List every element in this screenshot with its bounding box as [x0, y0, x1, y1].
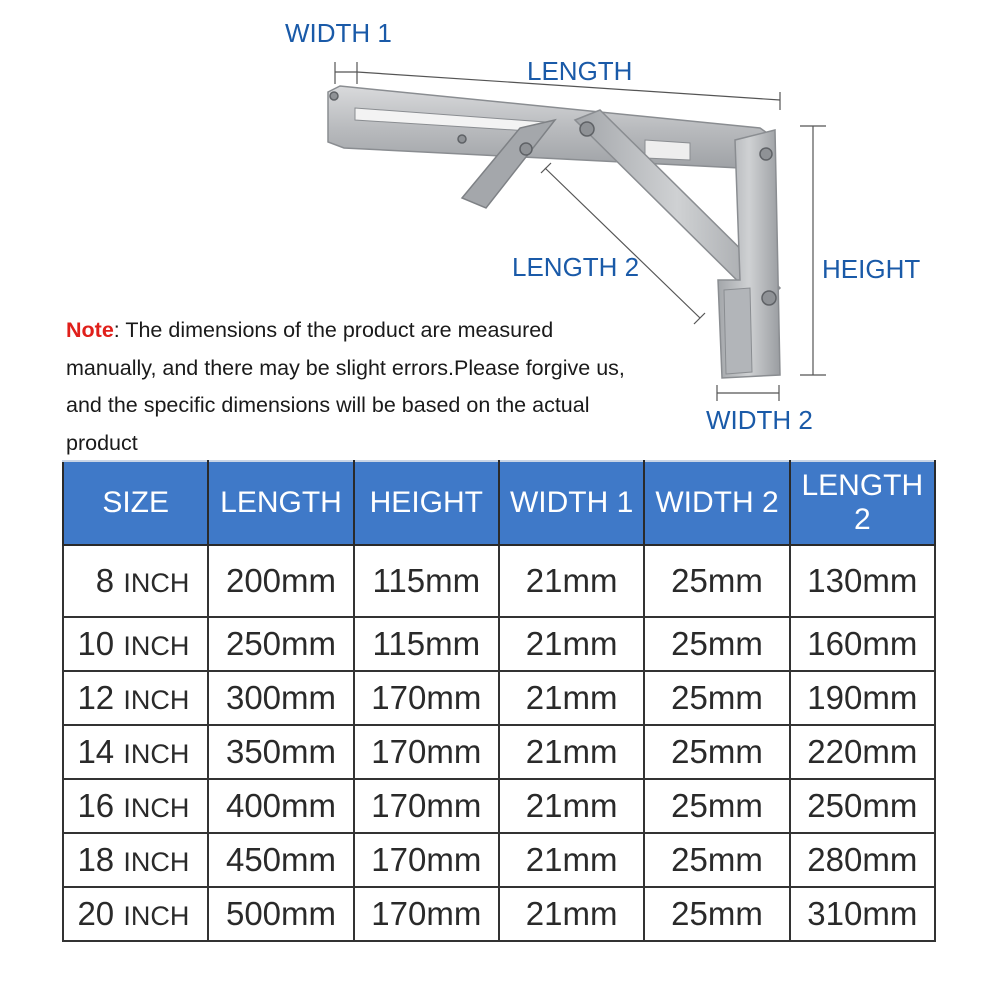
- size-cell: 20 INCH: [63, 887, 208, 941]
- height-cell: 170mm: [354, 833, 499, 887]
- table-row: [63, 725, 935, 779]
- length-cell: 250mm: [208, 617, 353, 671]
- length2-cell: 160mm: [790, 617, 935, 671]
- width1-cell: 21mm: [499, 833, 644, 887]
- header-size: SIZE: [63, 461, 208, 545]
- table-header-row: [63, 461, 935, 545]
- header-width1: WIDTH 1: [499, 461, 644, 545]
- width1-cell: 21mm: [499, 887, 644, 941]
- size-table: [62, 460, 936, 942]
- length-cell: 300mm: [208, 671, 353, 725]
- width1-cell: 21mm: [499, 779, 644, 833]
- width1-cell: 21mm: [499, 725, 644, 779]
- height-cell: 115mm: [354, 617, 499, 671]
- length2-cell: 190mm: [790, 671, 935, 725]
- length2-cell: 130mm: [790, 545, 935, 617]
- size-cell: 16 INCH: [63, 779, 208, 833]
- length2-cell: 280mm: [790, 833, 935, 887]
- size-cell: 10 INCH: [63, 617, 208, 671]
- note-text: : The dimensions of the product are measured manually, and there may be slight errors.Please forgive us, and the specific dimensions will be based on the actual product: [66, 318, 625, 455]
- width1-cell: 21mm: [499, 617, 644, 671]
- size-cell: 18 INCH: [63, 833, 208, 887]
- table-row: [63, 887, 935, 941]
- note-key: Note: [66, 318, 114, 342]
- header-width2: WIDTH 2: [644, 461, 789, 545]
- length-cell: 400mm: [208, 779, 353, 833]
- width2-cell: 25mm: [644, 779, 789, 833]
- table-row: [63, 617, 935, 671]
- length-cell: 200mm: [208, 545, 353, 617]
- length-cell: 450mm: [208, 833, 353, 887]
- measurement-note: [66, 312, 636, 462]
- height-cell: 170mm: [354, 725, 499, 779]
- size-cell: 14 INCH: [63, 725, 208, 779]
- size-cell: 8 INCH: [63, 545, 208, 617]
- table-row: [63, 779, 935, 833]
- height-dimension-label: HEIGHT: [822, 254, 921, 284]
- height-cell: 170mm: [354, 887, 499, 941]
- length2-cell: 250mm: [790, 779, 935, 833]
- width2-dimension-label: WIDTH 2: [706, 405, 813, 435]
- length2-dimension-label: LENGTH 2: [512, 252, 640, 282]
- width2-cell: 25mm: [644, 887, 789, 941]
- length-dimension-label: LENGTH: [527, 56, 633, 86]
- width1-dimension-label: WIDTH 1: [285, 18, 392, 48]
- length-cell: 500mm: [208, 887, 353, 941]
- height-cell: 170mm: [354, 779, 499, 833]
- length-cell: 350mm: [208, 725, 353, 779]
- width2-cell: 25mm: [644, 617, 789, 671]
- width1-cell: 21mm: [499, 545, 644, 617]
- height-cell: 115mm: [354, 545, 499, 617]
- width2-cell: 25mm: [644, 833, 789, 887]
- width2-cell: 25mm: [644, 545, 789, 617]
- table-row: [63, 671, 935, 725]
- size-cell: 12 INCH: [63, 671, 208, 725]
- table-row: [63, 545, 935, 617]
- width2-cell: 25mm: [644, 725, 789, 779]
- width1-cell: 21mm: [499, 671, 644, 725]
- table-row: [63, 833, 935, 887]
- header-height: HEIGHT: [354, 461, 499, 545]
- length2-cell: 310mm: [790, 887, 935, 941]
- height-cell: 170mm: [354, 671, 499, 725]
- length2-cell: 220mm: [790, 725, 935, 779]
- header-length2: LENGTH 2: [790, 461, 935, 545]
- header-length: LENGTH: [208, 461, 353, 545]
- width2-cell: 25mm: [644, 671, 789, 725]
